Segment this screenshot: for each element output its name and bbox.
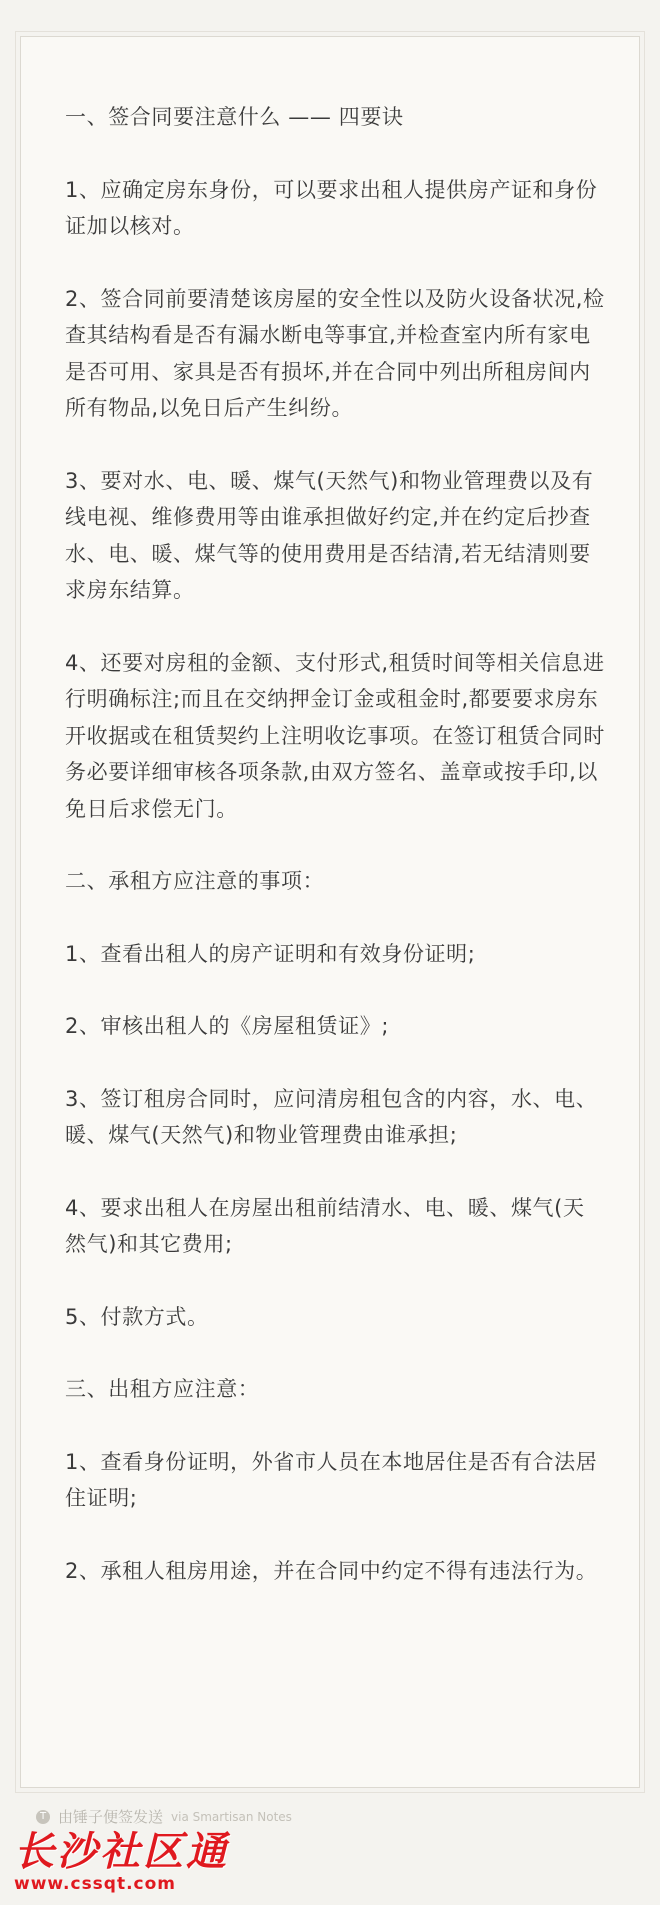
paragraph: 4、还要对房租的金额、支付形式,租赁时间等相关信息进行明确标注;而且在交纳押金订金或租金时,都要要求房东开收据或在租赁契约上注明收讫事项。在签订租赁合同时务必要详细审核各项条款,由双方签名、盖章或按手印,以免日后求偿无门。 xyxy=(65,650,605,821)
smartisan-icon: T xyxy=(36,1810,50,1824)
paragraph: 2、签合同前要清楚该房屋的安全性以及防火设备状况,检查其结构看是否有漏水断电等事宜,并检查室内所有家电是否可用、家具是否有损坏,并在合同中列出所租房间内所有物品,以免日后产生纠纷。 xyxy=(65,286,605,420)
site-watermark xyxy=(14,1830,229,1894)
footer-source: 由锤子便签发送 xyxy=(58,1808,164,1826)
paragraph: 5、付款方式。 xyxy=(65,1304,209,1329)
section-heading-1: 一、签合同要注意什么 —— 四要诀 xyxy=(65,105,404,129)
paragraph: 1、查看身份证明，外省市人员在本地居住是否有合法居住证明; xyxy=(65,1449,598,1510)
paragraph: 1、查看出租人的房产证明和有效身份证明; xyxy=(65,941,476,966)
note-body xyxy=(65,99,605,1625)
footer-via: via Smartisan Notes xyxy=(171,1809,292,1824)
paragraph: 4、要求出租人在房屋出租前结清水、电、暖、煤气(天然气)和其它费用; xyxy=(65,1195,585,1256)
paragraph: 3、要对水、电、暖、煤气(天然气)和物业管理费以及有线电视、维修费用等由谁承担做好约定,并在约定后抄查水、电、暖、煤气等的使用费用是否结清,若无结清则要求房东结算。 xyxy=(65,468,594,602)
paragraph: 2、审核出租人的《房屋租赁证》; xyxy=(65,1014,390,1038)
paragraph: 1、应确定房东身份，可以要求出租人提供房产证和身份证加以核对。 xyxy=(65,177,598,238)
note-footer xyxy=(36,1806,292,1827)
paragraph: 2、承租人租房用途，并在合同中约定不得有违法行为。 xyxy=(65,1558,598,1583)
watermark-logo: 长沙社区通 xyxy=(14,1829,229,1875)
note-card xyxy=(20,36,640,1788)
paragraph: 3、签订租房合同时，应问清房租包含的内容，水、电、暖、煤气(天然气)和物业管理费由谁承担; xyxy=(65,1086,598,1147)
section-heading-3: 三、出租方应注意： xyxy=(65,1377,260,1401)
section-heading-2: 二、承租方应注意的事项： xyxy=(65,869,325,893)
watermark-url: www.cssqt.com xyxy=(14,1874,177,1894)
